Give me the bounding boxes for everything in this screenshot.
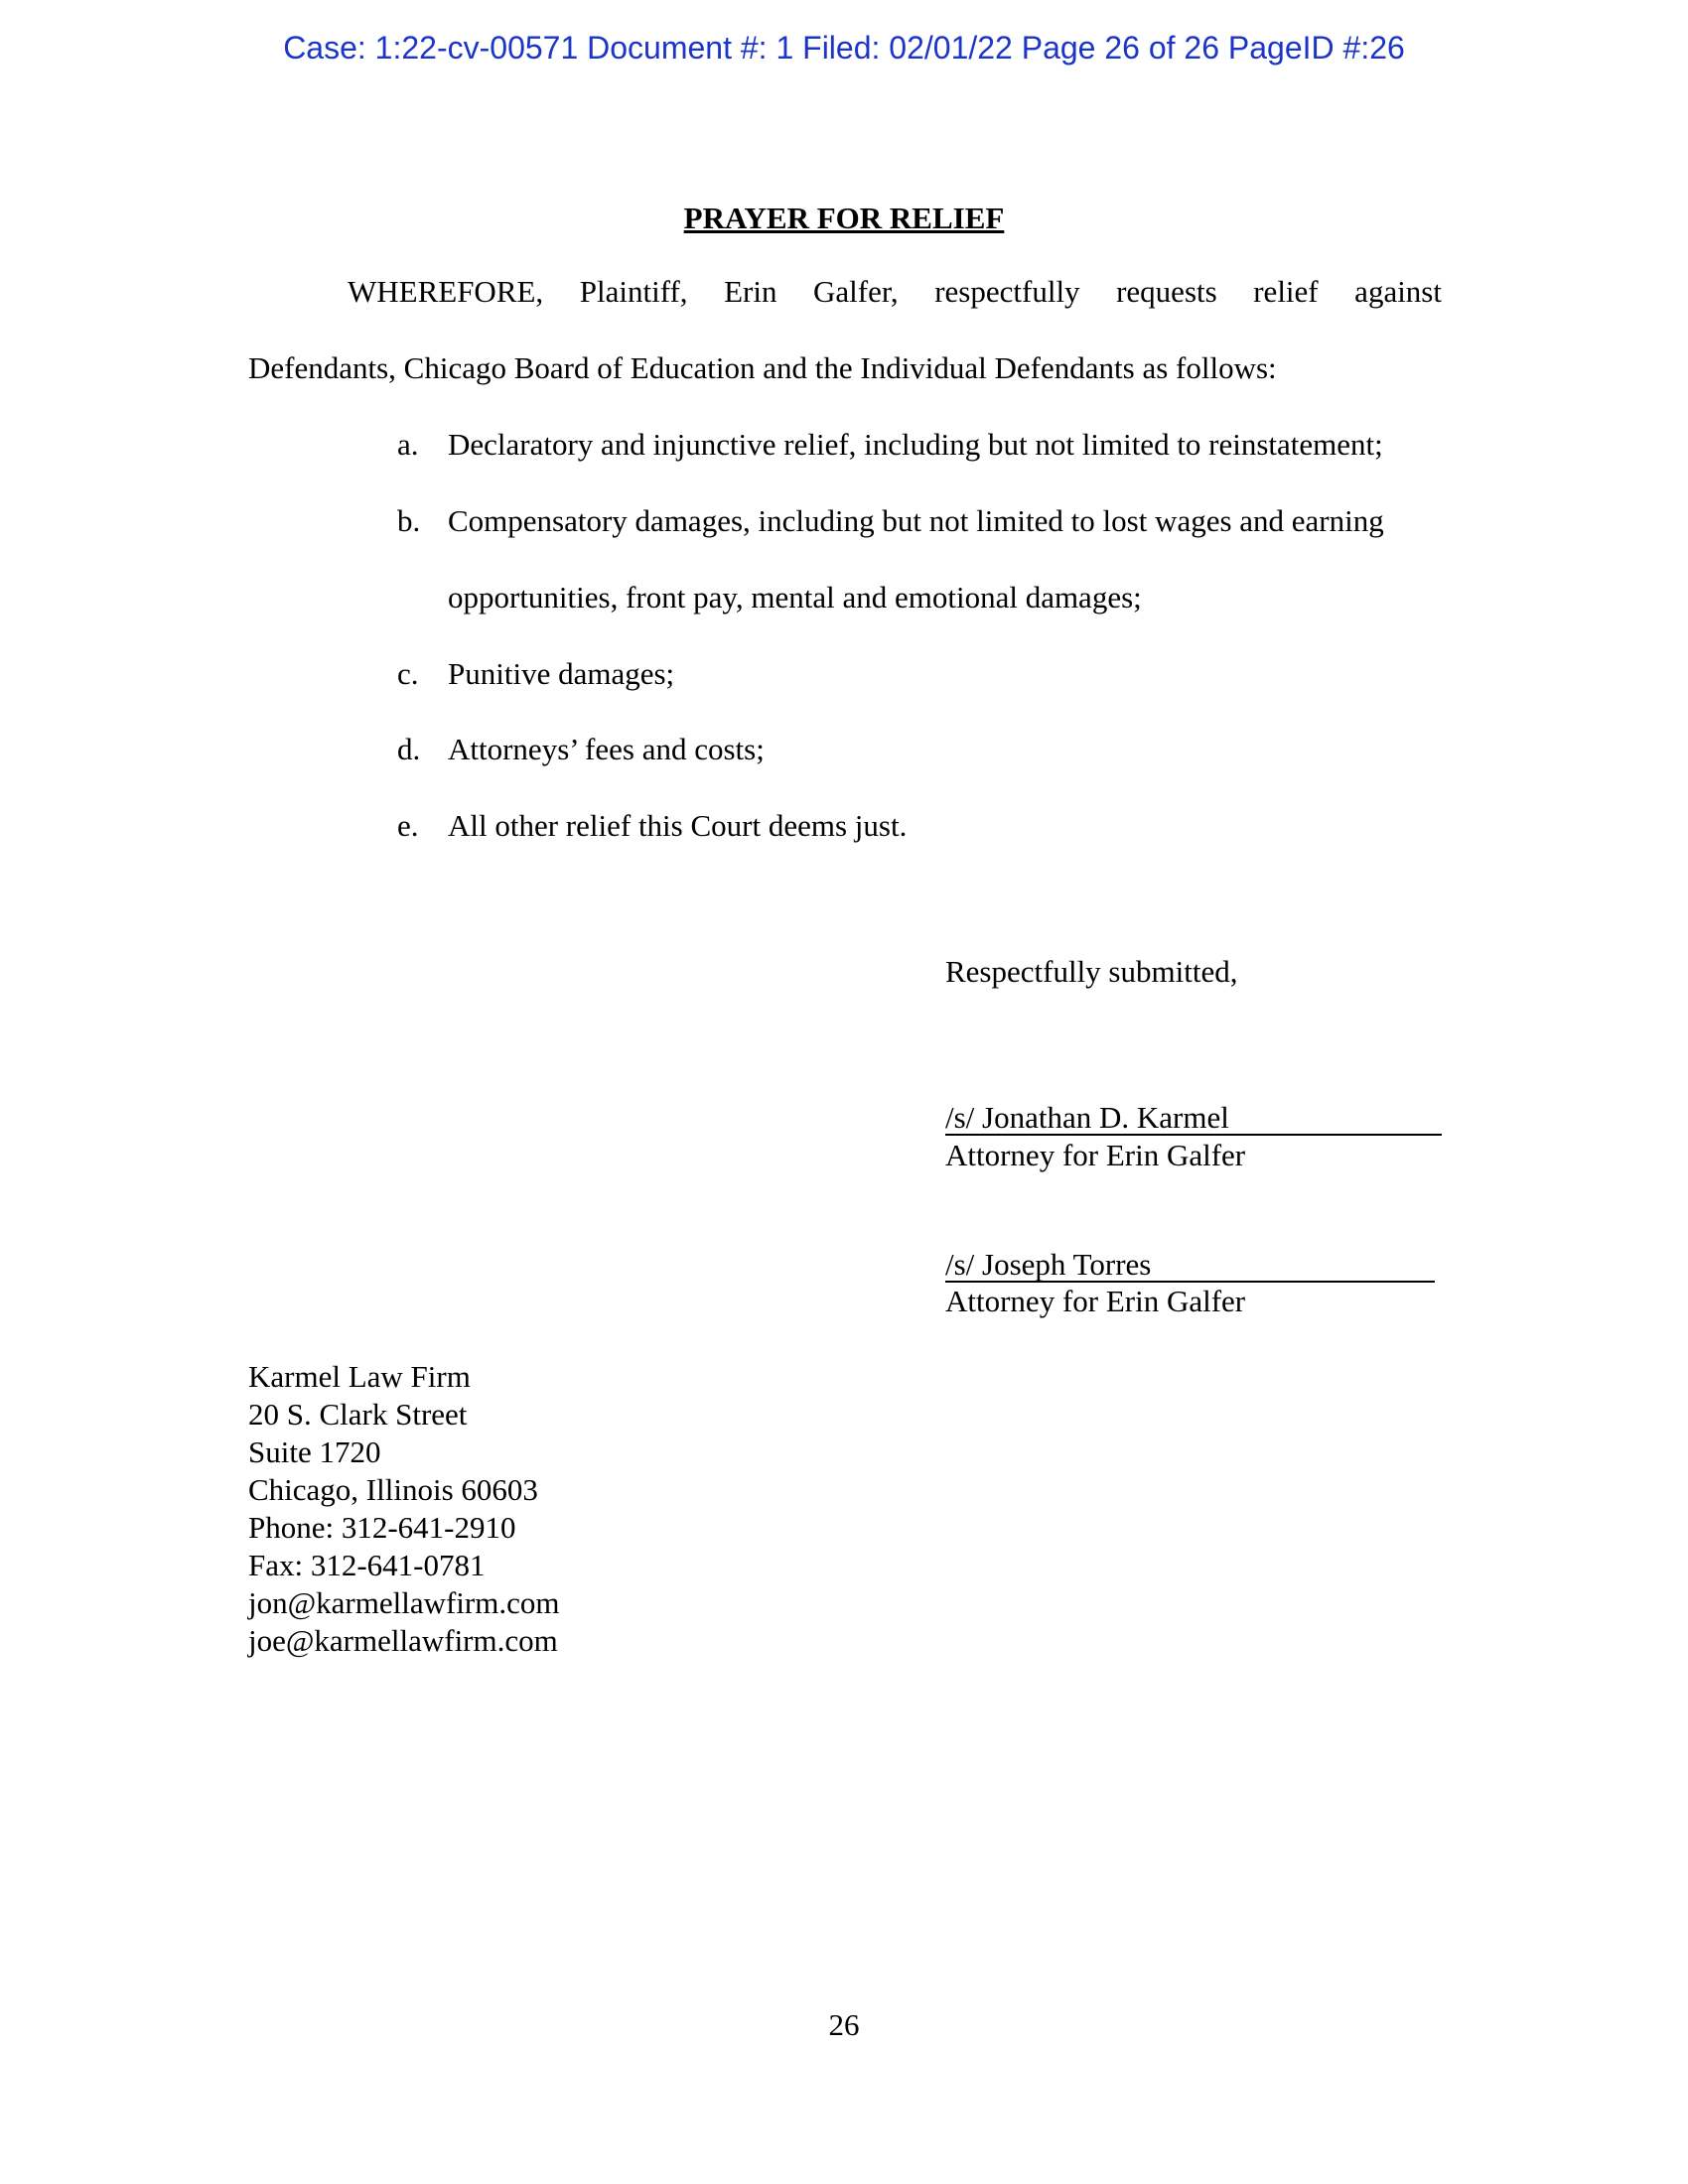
page-number: 26 (828, 2007, 860, 2042)
signature-role: Attorney for Erin Galfer (945, 1284, 1246, 1318)
signature-role: Attorney for Erin Galfer (945, 1138, 1246, 1172)
closing: Respectfully submitted, (945, 954, 1238, 989)
relief-item-text: Declaratory and injunctive relief, including but not limited to reinstatement; (448, 427, 1383, 462)
relief-item-letter: e. (397, 808, 419, 843)
relief-item-letter: d. (397, 732, 421, 766)
signature-line: /s/ Jonathan D. Karmel (945, 1098, 1442, 1136)
firm-phone: Phone: 312-641-2910 (248, 1510, 516, 1545)
relief-item-text: All other relief this Court deems just. (448, 808, 908, 843)
firm-email-joe: joe@karmellawfirm.com (248, 1623, 558, 1658)
firm-city: Chicago, Illinois 60603 (248, 1472, 538, 1507)
relief-item-continuation: opportunities, front pay, mental and emotional damages; (448, 580, 1142, 614)
relief-item-text: Punitive damages; (448, 656, 675, 691)
relief-item-text: Compensatory damages, including but not limited to lost wages and earning (448, 503, 1384, 538)
relief-item-text: Attorneys’ fees and costs; (448, 732, 765, 766)
intro-line-1: WHEREFORE, Plaintiff, Erin Galfer, respectfully requests relief against (348, 274, 1442, 309)
intro-line-2: Defendants, Chicago Board of Education and the Individual Defendants as follows: (248, 350, 1277, 385)
firm-street: 20 S. Clark Street (248, 1397, 468, 1432)
relief-item-letter: b. (397, 503, 421, 538)
page-title: PRAYER FOR RELIEF (683, 201, 1005, 235)
firm-fax: Fax: 312-641-0781 (248, 1548, 486, 1582)
case-header: Case: 1:22-cv-00571 Document #: 1 Filed: 02/01/22 Page 26 of 26 PageID #:26 (283, 30, 1405, 66)
firm-suite: Suite 1720 (248, 1434, 381, 1469)
relief-item-letter: c. (397, 656, 419, 691)
signature-line: /s/ Joseph Torres (945, 1245, 1435, 1283)
firm-name: Karmel Law Firm (248, 1359, 471, 1394)
relief-item-letter: a. (397, 427, 419, 462)
firm-email-jon: jon@karmellawfirm.com (248, 1585, 560, 1620)
